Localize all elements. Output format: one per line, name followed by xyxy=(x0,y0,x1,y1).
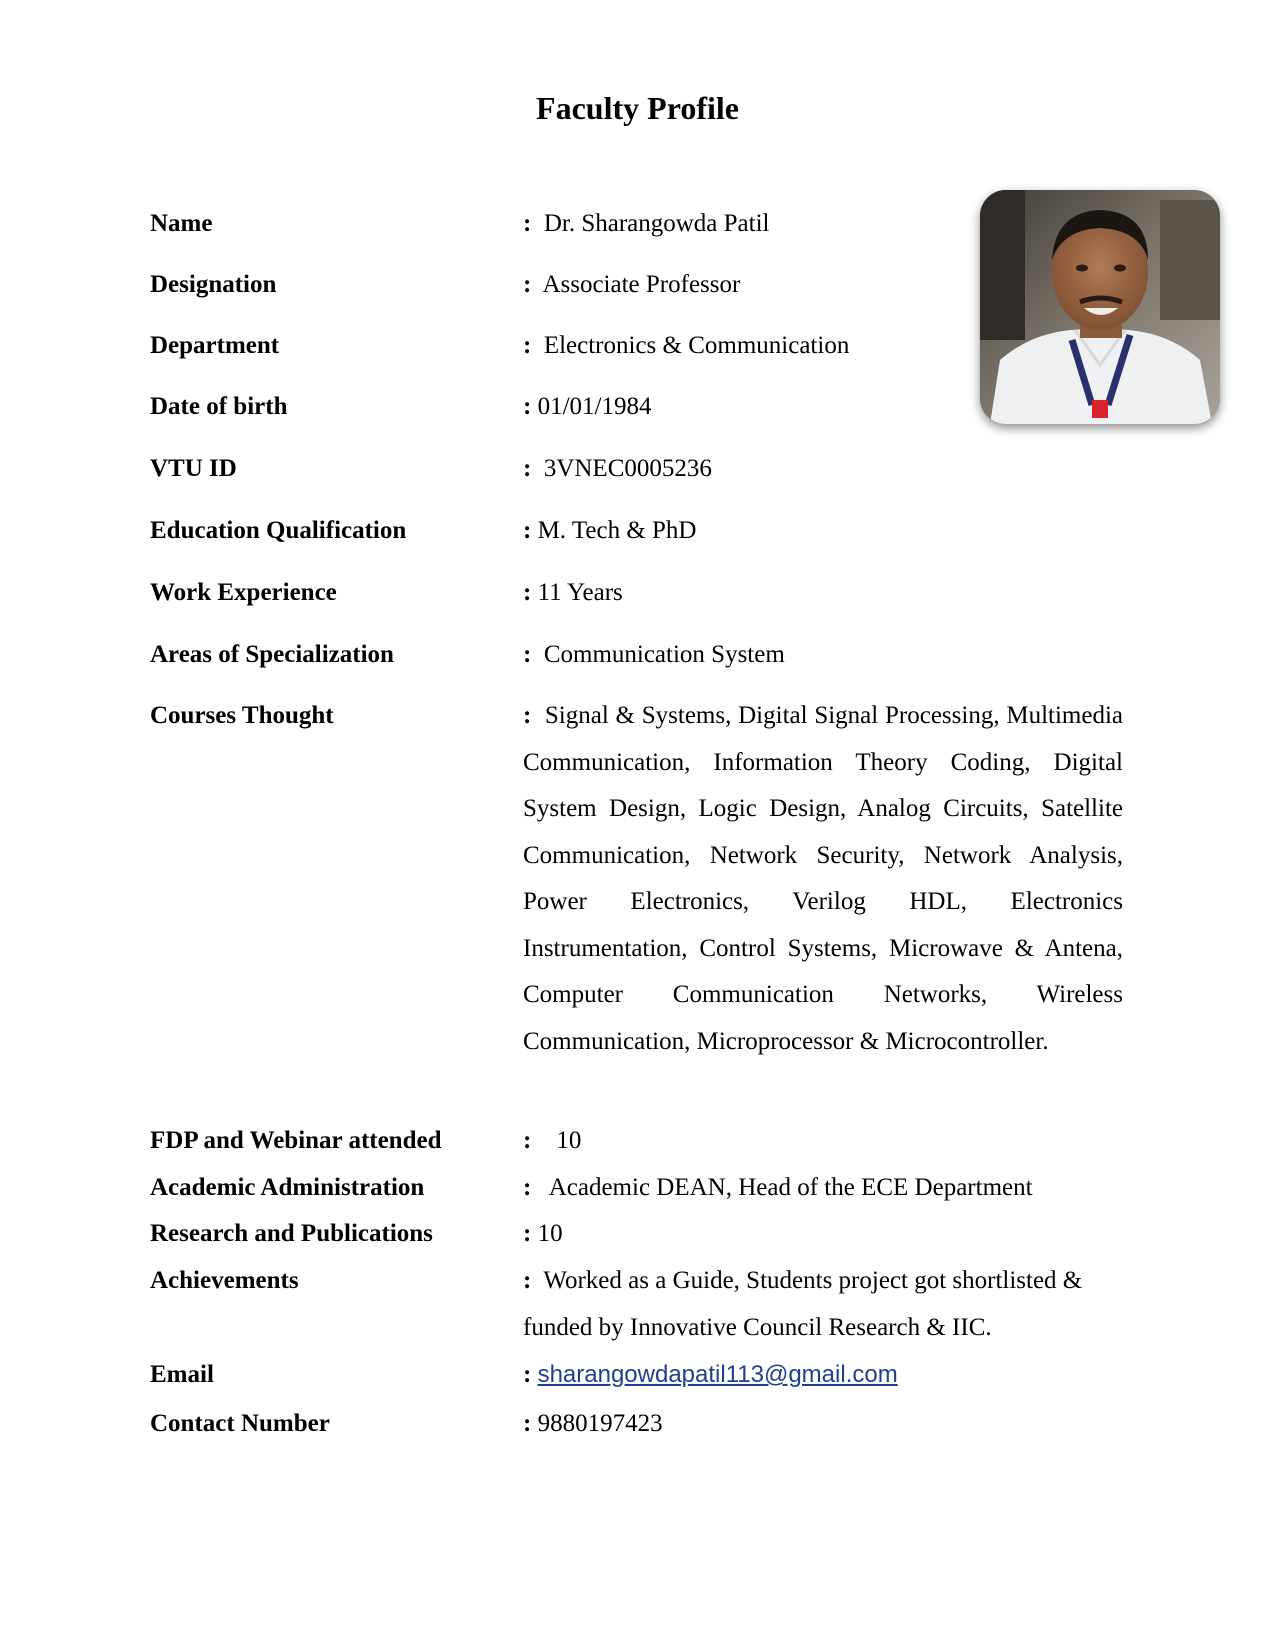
courses-value xyxy=(523,693,1123,1065)
specialization-value xyxy=(523,640,785,670)
fdp-label: FDP and Webinar attended xyxy=(150,1127,442,1154)
research-value xyxy=(523,1219,563,1249)
department-value xyxy=(523,331,849,361)
email-link[interactable]: sharangowdapatil113@gmail.com xyxy=(537,1361,898,1388)
colon: : xyxy=(523,1127,532,1154)
experience-label: Work Experience xyxy=(150,579,337,606)
education-value xyxy=(523,516,696,546)
colon: : xyxy=(523,517,532,544)
achievements-text: Worked as a Guide, Students project got shortlisted & funded by Innovative Council Research & IIC. xyxy=(523,1267,1083,1341)
vtu-id-value xyxy=(523,454,712,484)
designation-label: Designation xyxy=(150,271,277,298)
colon: : xyxy=(523,332,532,359)
page-title: Faculty Profile xyxy=(536,90,739,126)
colon: : xyxy=(523,641,532,668)
colon: : xyxy=(523,1410,532,1437)
colon: : xyxy=(523,702,532,729)
contact-label: Contact Number xyxy=(150,1410,330,1437)
vtu-id-label: VTU ID xyxy=(150,455,237,482)
name-text: Dr. Sharangowda Patil xyxy=(543,210,770,237)
fdp-value xyxy=(523,1126,581,1156)
research-text: 10 xyxy=(537,1220,563,1247)
colon: : xyxy=(523,210,532,237)
colon: : xyxy=(523,579,532,606)
name-value xyxy=(523,209,770,239)
contact-value xyxy=(523,1409,663,1439)
name-label: Name xyxy=(150,210,213,237)
experience-value xyxy=(523,578,623,608)
department-label: Department xyxy=(150,332,280,359)
colon: : xyxy=(523,1361,532,1388)
courses-text: Signal & Systems, Digital Signal Processing, Multimedia Communication, Information Theory Coding, Digital System Design, Logic Design, Analog Circuits, Satellite Communication, Network Security, Network Analysis, Power Electronics, Verilog HDL, Electronics Instrumentation, Control Systems, Microwave & Antena, Computer Communication Networks, Wireless Communication, Microprocessor & Microcontroller. xyxy=(523,702,1123,1055)
vtu-id-text: 3VNEC0005236 xyxy=(543,455,712,482)
specialization-label: Areas of Specialization xyxy=(150,641,394,668)
research-label: Research and Publications xyxy=(150,1220,433,1247)
colon: : xyxy=(523,393,532,420)
fdp-text: 10 xyxy=(556,1127,582,1154)
courses-label: Courses Thought xyxy=(150,702,334,729)
education-label: Education Qualification xyxy=(150,517,407,544)
dob-text: 01/01/1984 xyxy=(537,393,652,420)
colon: : xyxy=(523,271,532,298)
profile-photo-illustration xyxy=(980,190,1220,424)
profile-photo xyxy=(980,190,1220,424)
email-label: Email xyxy=(150,1361,214,1388)
email-value xyxy=(523,1360,898,1390)
contact-text: 9880197423 xyxy=(537,1410,663,1437)
colon: : xyxy=(523,1174,532,1201)
dob-value xyxy=(523,392,651,422)
administration-value xyxy=(523,1173,1033,1203)
colon: : xyxy=(523,455,532,482)
achievements-label: Achievements xyxy=(150,1267,299,1294)
specialization-text: Communication System xyxy=(543,641,785,668)
dob-label: Date of birth xyxy=(150,393,288,420)
designation-value xyxy=(523,270,740,300)
education-text: M. Tech & PhD xyxy=(537,517,697,544)
designation-text: Associate Professor xyxy=(542,271,741,298)
administration-text: Academic DEAN, Head of the ECE Department xyxy=(548,1174,1033,1201)
colon: : xyxy=(523,1220,532,1247)
colon: : xyxy=(523,1267,532,1294)
experience-text: 11 Years xyxy=(537,579,623,606)
achievements-value xyxy=(523,1258,1093,1351)
department-text: Electronics & Communication xyxy=(543,332,850,359)
administration-label: Academic Administration xyxy=(150,1174,425,1201)
